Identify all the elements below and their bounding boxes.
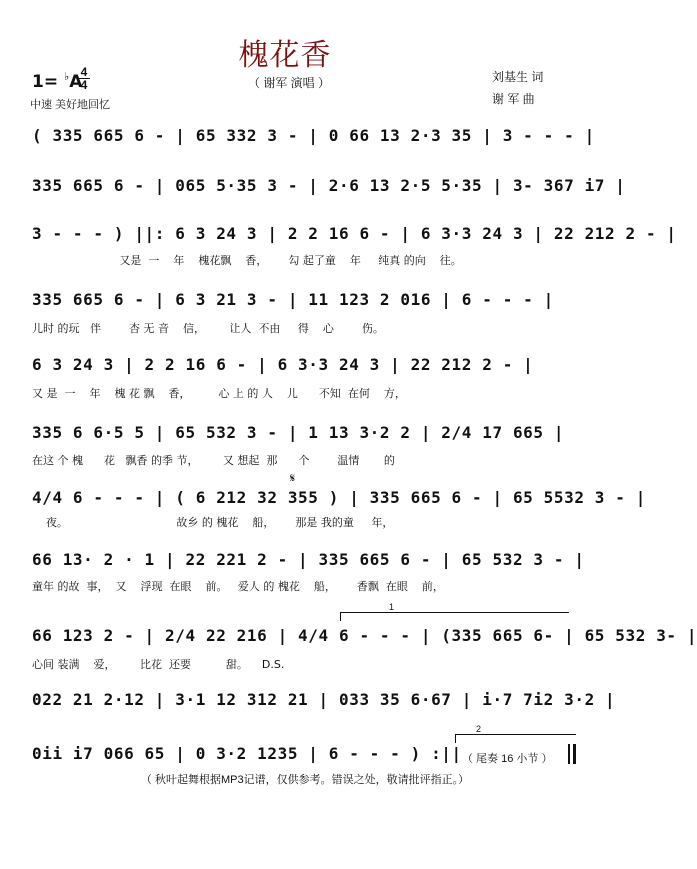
lyric-row-7: 夜。 故乡 的 槐花 船， 那是 我的童 年， [32,516,394,529]
volta-bracket-2 [455,724,576,743]
notation-row-6: 335 6 6·5 5 | 65 532 3 - | 1 13 3·2 2 | 2/4 17 665 | [32,423,565,442]
lyric-row-8: 童年 的故 事， 又 浮现 在眼 前。 爱人 的 槐花 船， 香飘 在眼 前， [32,580,444,593]
segno-sign: 𝄋 [290,471,296,485]
key-signature [32,70,82,92]
notation-row-11: 0ii i7 066 65 | 0 3·2 1235 | 6 - - - ) :|| [32,744,462,763]
volta-bracket-1 [340,602,569,621]
singer-credit: （ 谢军 演唱 ） [248,76,331,90]
notation-row-7: 4/4 6 - - - | ( 6 212 32 355 ) | 335 665 6 - | 65 5532 3 - | [32,488,646,507]
flat-sign: ♭ [64,70,70,83]
lyric-row-6: 在这 个 槐 花 飘香 的季 节， 又 想起 那 个 温情 的 [32,454,395,467]
notation-row-2: 335 665 6 - | 065 5·35 3 - | 2·6 13 2·5 5·35 | 3- 367 i7 | [32,176,626,195]
lyric-row-5: 又 是 一 年 槐 花 飘 香， 心 上 的 人 儿 不知 在何 方， [32,387,406,400]
final-barline-thick [573,744,576,764]
lyricist-credit: 刘基生 词 [492,70,544,84]
lyric-row-4: 儿时 的玩 伴 杏 无 音 信， 让人 不由 得 心 伤。 [32,322,384,335]
lyric-row-3: 又是 一 年 槐花飘 香， 勾 起了童 年 纯真 的向 往。 [32,254,462,267]
song-title: 槐花香 [238,38,332,73]
lyric-row-9: 心间 装满 爱， 比花 还要 甜。 D.S. [32,658,285,671]
time-signature-top: 4 [80,65,88,79]
key-prefix: 1= [32,72,64,92]
final-barline [568,744,570,764]
notation-row-9: 66 123 2 - | 2/4 22 216 | 4/4 6 - - - | (335 665 6- | 65 532 3- | [32,626,697,645]
footer-note: （ 秋叶起舞根据MP3记谱，仅供参考。错误之处，敬请批评指正。） [140,774,470,786]
notation-row-1: ( 335 665 6 - | 65 332 3 - | 0 66 13 2·3 35 | 3 - - - | [32,126,595,145]
notation-row-10: 022 21 2·12 | 3·1 12 312 21 | 033 35 6·67 | i·7 7i2 3·2 | [32,690,616,709]
notation-row-5: 6 3 24 3 | 2 2 16 6 - | 6 3·3 24 3 | 22 212 2 - | [32,355,534,374]
time-signature [78,66,90,91]
tempo-marking: 中速 美好地回忆 [30,99,111,111]
volta-2-label: 2 [476,724,482,734]
notation-row-4: 335 665 6 - | 6 3 21 3 - | 11 123 2 016 | 6 - - - | [32,290,554,309]
notation-row-8: 66 13· 2 · 1 | 22 221 2 - | 335 665 6 - | 65 532 3 - | [32,550,585,569]
volta-1-label: 1 [389,602,395,612]
key-note: A [69,72,83,92]
coda-label: （ 尾奏 16 小节 ） [462,753,553,765]
time-signature-bottom: 4 [78,78,90,91]
notation-row-3: 3 - - - ) ||: 6 3 24 3 | 2 2 16 6 - | 6 3·3 24 3 | 22 212 2 - | [32,224,677,243]
composer-credit: 谢 军 曲 [492,92,535,106]
